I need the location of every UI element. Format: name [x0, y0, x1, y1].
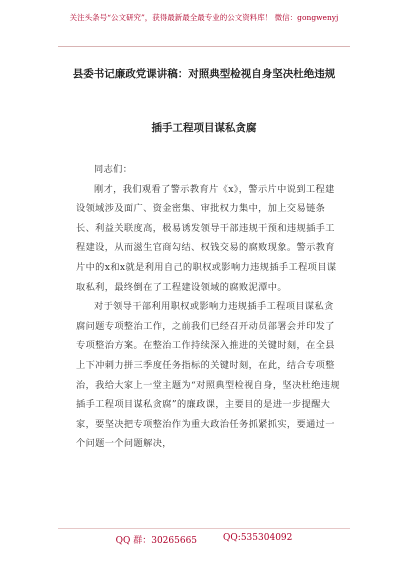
document-body [76, 160, 342, 454]
header-divider [58, 46, 350, 47]
document-title-line-2: 插手工程项目谋私贪腐 [151, 122, 257, 134]
body-paragraph-1: 刚才，我们观看了警示教育片《x》，警示片中说到工程建设领域涉及面广、资金密集、审批权力集中，加上交易链条长、利益关联度高，极易诱发领导干部违规干预和违规插手工程建设，从而滋生官商勾结、权钱交易的腐败现象。警示教育片中的x和x就是利用自己的职权或影响力违规插手工程项目谋取私利，最终倒在了工程建设领域的腐败泥潭中。 [76, 183, 337, 293]
body-paragraph-2: 对于领导干部利用职权或影响力违规插手工程项目谋私贪腐问题专项整治工作，之前我们已经召开动员部署会并印发了专项整治方案。在整治工作持续深入推进的关键时刻，在全县上下冲刺力拼三季度任务指标的关键时刻，在此，结合专项整治，我给大家上一堂主题为“对照典型检视自身，坚决杜绝违规插手工程项目谋私贪腐”的廉政课，主要目的是进一步提醒大家，要坚决把专项整治作为重大政治任务抓紧抓实，要通过一个问题一个问题解决， [76, 301, 340, 450]
promo-banner [0, 0, 408, 34]
promo-banner-text: 关注头条号“公文研究”，获得最新最全最专业的公文资料库！ 微信：gongwenyj [69, 12, 339, 22]
document-title-line-1: 县委书记廉政党课讲稿：对照典型检视自身坚决杜绝违规 [72, 68, 336, 80]
footer-divider [58, 528, 350, 529]
qq-group-number: QQ 群：30265665 [115, 536, 198, 546]
salutation: 同志们： [94, 164, 133, 175]
contact-footer [0, 533, 408, 546]
qq-number: QQ:535304092 [223, 533, 293, 543]
